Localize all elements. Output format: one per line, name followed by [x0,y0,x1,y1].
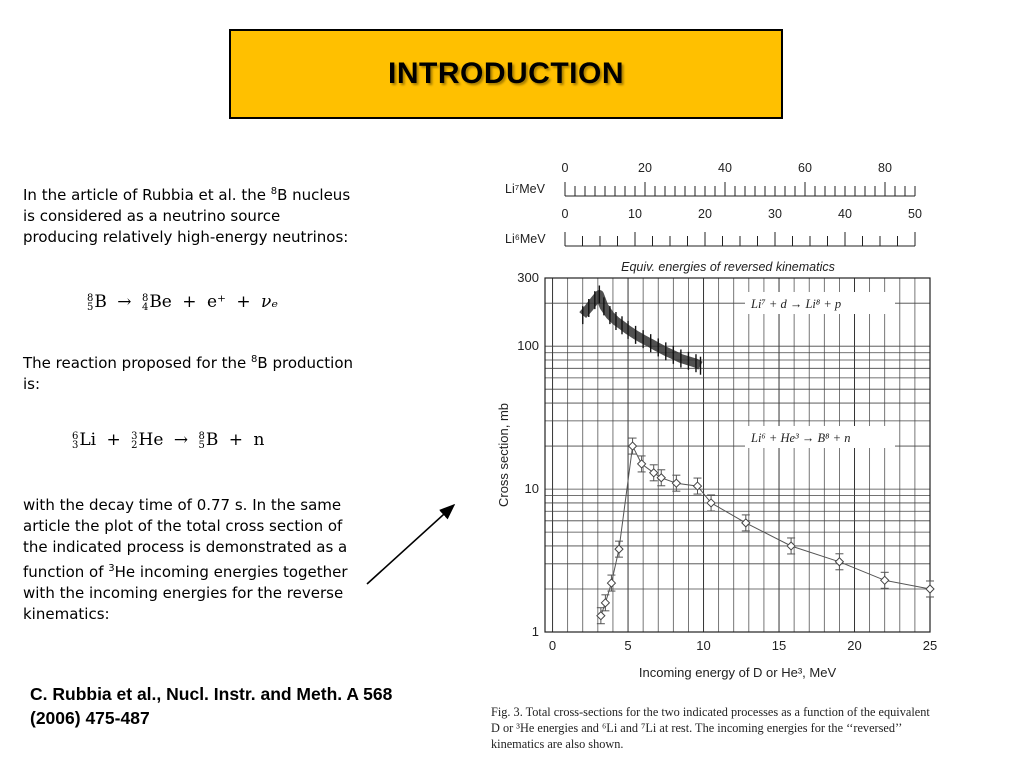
legend-li6: Li⁶ + He³ → B⁸ + n [751,431,851,445]
li6-scale-tick-label: 0 [561,207,569,221]
series-li6-point [601,599,609,607]
figure-caption: Fig. 3. Total cross-sections for the two indicated processes as a function of the equivalent D or ³He energies and ⁶Li and ⁷Li at rest. The incoming energies for the ‘‘reversed’’ kinematics are also shown. [491,705,930,751]
series-li6-point [881,576,889,584]
y-tick-label: 10 [524,481,539,497]
y-tick-label: 300 [517,270,539,285]
x-tick-label: 15 [771,638,787,653]
series-li6-point [607,579,615,587]
paragraph-decay: with the decay time of 0.77 s. In the same article the plot of the total cross section of the indicated process is demonstrated as a function of $^3$He incoming energies together with the incoming energies for the reverse kinematics: [23,496,348,623]
citation: C. Rubbia et al., Nucl. Instr. and Meth. A 568 (2006) 475-487 [30,684,393,728]
paragraph-intro: In the article of Rubbia et al. the $^8$B nucleus is considered as a neutrino source producing relatively high-energy neutrinos: [23,186,351,246]
equation-reaction: 6 3 Li + 3 2 He → 8 5 B + n [72,430,265,451]
series-li7-band [583,295,701,366]
page-title: INTRODUCTION [388,57,624,90]
series-li6-point [835,558,843,566]
equiv-energies-label: Equiv. energies of reversed kinematics [621,260,835,274]
series-li6-point [650,469,658,477]
li6-scale-tick-label: 30 [768,207,782,221]
equation-beta-decay: 8 5 B → 8 4 Be + e⁺ + νₑ [87,292,278,313]
series-li6-point [629,442,637,450]
x-tick-label: 10 [696,638,711,653]
li6-scale-label: Li⁶MeV [505,232,546,246]
li6-scale-tick-label: 50 [908,207,922,221]
li7-scale-tick-label: 0 [561,161,569,175]
x-tick-label: 25 [922,638,938,653]
cross-section-figure [490,150,940,695]
li6-scale-tick-label: 40 [838,207,852,221]
li7-scale-tick-label: 60 [798,161,812,175]
y-axis-label: Cross section, mb [496,402,511,508]
li6-scale-tick-label: 10 [628,207,642,221]
li6-scale-tick-label: 20 [698,207,712,221]
series-li6-point [638,460,646,468]
x-axis-label: Incoming energy of D or He³, MeV [638,665,837,680]
x-tick-label: 0 [548,638,557,653]
pointer-arrow [360,495,470,595]
series-li6-point [926,585,934,593]
x-tick-label: 5 [624,638,632,653]
li7-scale-label: Li⁷MeV [505,182,545,196]
paragraph-reaction: The reaction proposed for the $^8$B production is: [23,354,354,393]
legend-li7: Li⁷ + d → Li⁸ + p [751,297,842,311]
li7-scale-tick-label: 20 [638,161,652,175]
li7-scale-tick-label: 40 [718,161,732,175]
li7-scale-tick-label: 80 [878,161,892,175]
plot-frame [545,278,930,632]
y-tick-label: 1 [531,624,539,639]
y-tick-label: 100 [517,338,539,354]
series-li6-line [601,446,930,616]
x-tick-label: 20 [847,638,862,653]
title-banner [229,29,783,119]
